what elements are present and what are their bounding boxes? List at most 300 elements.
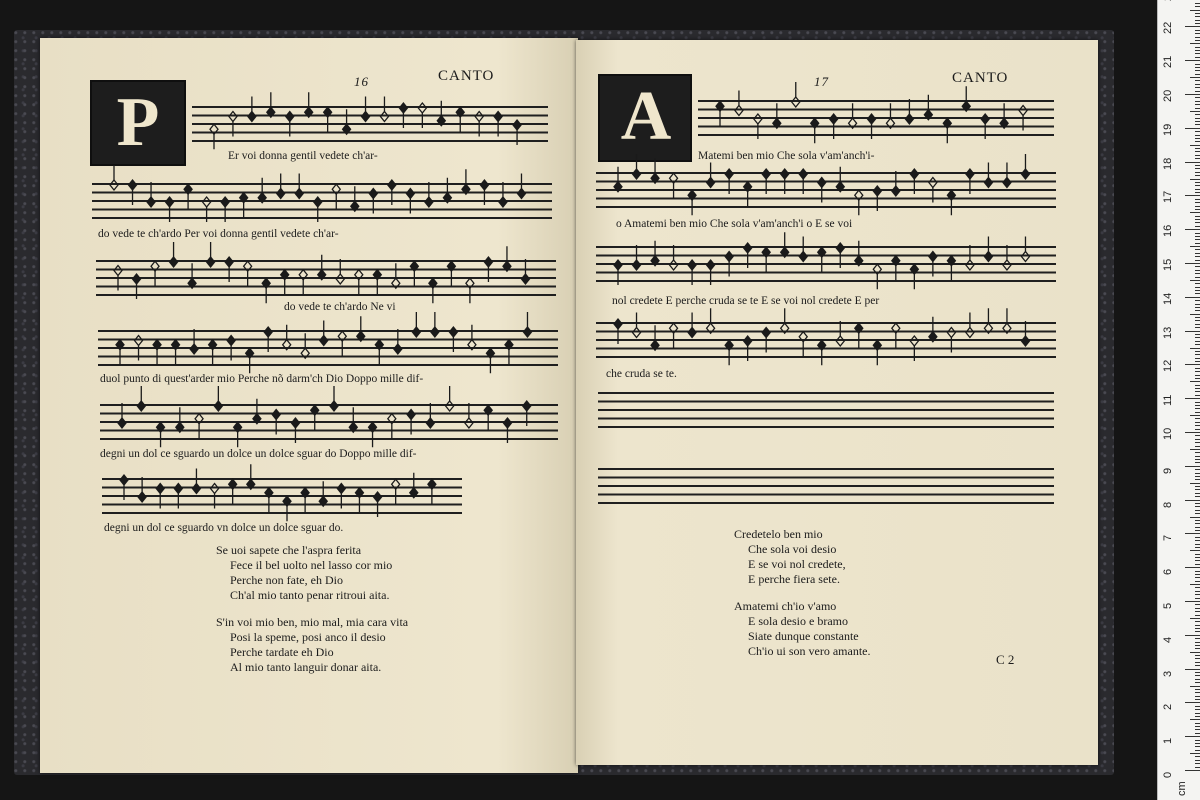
staff-notes <box>96 252 556 304</box>
ruler-minor-tick <box>1195 418 1200 419</box>
ruler-minor-tick <box>1195 442 1200 443</box>
ruler-number: 16 <box>1162 224 1174 238</box>
note-mark <box>984 163 992 188</box>
ruler-minor-tick <box>1195 733 1200 734</box>
note-mark <box>799 169 807 194</box>
ruler-minor-tick <box>1190 348 1200 349</box>
left-lyric-5: degni un dol ce sguardo un dolce un dolce sguar do Doppo mille dif- <box>100 448 417 460</box>
ruler-number: 7 <box>1162 535 1174 542</box>
ruler-minor-tick <box>1195 209 1200 210</box>
ruler-minor-tick <box>1195 479 1200 480</box>
ruler-minor-tick <box>1195 750 1200 751</box>
note-mark <box>265 488 273 513</box>
note-mark <box>443 178 451 203</box>
ruler-minor-tick <box>1195 351 1200 352</box>
ruler-minor-tick <box>1190 280 1200 281</box>
note-mark <box>811 118 819 143</box>
note-mark <box>394 329 402 354</box>
ruler-minor-tick <box>1190 584 1200 585</box>
ruler-minor-tick <box>1195 713 1200 714</box>
note-mark <box>836 167 844 192</box>
ruler-minor-tick <box>1195 114 1200 115</box>
note-mark <box>744 243 752 268</box>
note-mark <box>351 186 359 211</box>
note-mark <box>475 112 483 137</box>
ruler-minor-tick <box>1195 74 1200 75</box>
note-mark <box>886 103 894 128</box>
note-mark <box>910 336 918 361</box>
left-staff-4 <box>98 330 558 366</box>
ruler-minor-tick <box>1195 168 1200 169</box>
ruler-minor-tick <box>1195 368 1200 369</box>
ruler-unit: cm <box>1176 781 1188 796</box>
note-mark <box>773 103 781 128</box>
note-mark <box>1021 237 1029 262</box>
ruler-number: 17 <box>1162 191 1174 204</box>
note-mark <box>267 92 275 117</box>
ruler-number: 9 <box>1162 467 1174 474</box>
note-mark <box>207 242 215 267</box>
ruler-minor-tick <box>1195 307 1200 308</box>
ruler-minor-tick <box>1195 510 1200 511</box>
note-mark <box>229 112 237 137</box>
right-empty-staff-2 <box>598 468 1054 504</box>
note-mark <box>374 492 382 517</box>
ruler-tick <box>1185 229 1200 230</box>
ruler-minor-tick <box>1190 145 1200 146</box>
note-mark <box>324 107 332 132</box>
note-mark <box>330 386 338 411</box>
ruler-minor-tick <box>1195 456 1200 457</box>
ruler-minor-tick <box>1195 462 1200 463</box>
ruler-number: 5 <box>1162 602 1174 609</box>
ruler-minor-tick <box>1195 151 1200 152</box>
note-mark <box>318 255 326 280</box>
note-mark <box>855 241 863 266</box>
right-page <box>576 40 1098 765</box>
ruler-tick <box>1185 398 1200 399</box>
ruler-number: 10 <box>1162 427 1174 440</box>
ruler-minor-tick <box>1195 706 1200 707</box>
ruler-minor-tick <box>1195 767 1200 768</box>
note-mark <box>373 270 381 295</box>
ruler-minor-tick <box>1195 270 1200 271</box>
note-mark <box>410 261 418 286</box>
ruler-minor-tick <box>1195 266 1200 267</box>
ruler-minor-tick <box>1195 594 1200 595</box>
left-lyric-6: degni un dol ce sguardo vn dolce un dolce sguar do. <box>104 522 344 534</box>
ruler-minor-tick <box>1190 449 1200 450</box>
note-mark <box>725 252 733 277</box>
ruler-minor-tick <box>1195 459 1200 460</box>
ruler-minor-tick <box>1195 564 1200 565</box>
note-mark <box>412 312 420 337</box>
note-mark <box>147 182 155 207</box>
staff-notes <box>596 238 1056 290</box>
ruler-minor-tick <box>1195 408 1200 409</box>
note-mark <box>357 316 365 341</box>
note-mark <box>349 407 357 432</box>
ruler-minor-tick <box>1195 202 1200 203</box>
note-mark <box>118 403 126 428</box>
ruler-minor-tick <box>1195 378 1200 379</box>
note-mark <box>855 323 863 348</box>
ruler-minor-tick <box>1195 354 1200 355</box>
note-mark <box>513 120 521 145</box>
ruler-tick <box>1185 500 1200 501</box>
ruler-minor-tick <box>1195 243 1200 244</box>
note-mark <box>984 237 992 262</box>
ruler-minor-tick <box>1195 439 1200 440</box>
left-page <box>40 38 578 773</box>
note-mark <box>281 270 289 295</box>
note-mark <box>120 475 128 500</box>
note-mark <box>247 464 255 489</box>
note-mark <box>966 169 974 194</box>
ruler-number: 19 <box>1162 123 1174 136</box>
ruler-minor-tick <box>1195 206 1200 207</box>
note-mark <box>836 321 844 346</box>
note-mark <box>246 348 254 373</box>
note-mark <box>210 124 218 149</box>
note-mark <box>499 182 507 207</box>
ruler-minor-tick <box>1195 611 1200 612</box>
note-mark <box>1003 245 1011 270</box>
ruler-tick <box>1185 736 1200 737</box>
note-mark <box>1021 321 1029 346</box>
note-mark <box>929 178 937 203</box>
ruler-minor-tick <box>1195 493 1200 494</box>
ruler-minor-tick <box>1195 97 1200 98</box>
note-mark <box>234 422 242 447</box>
ruler-minor-tick <box>1195 158 1200 159</box>
note-mark <box>962 86 970 111</box>
ruler-minor-tick <box>1190 753 1200 754</box>
ruler-tick <box>1185 770 1200 771</box>
ruler-minor-tick <box>1195 527 1200 528</box>
ruler-minor-tick <box>1195 679 1200 680</box>
ruler-minor-tick <box>1195 84 1200 85</box>
ruler-minor-tick <box>1195 395 1200 396</box>
note-mark <box>947 256 955 281</box>
note-mark <box>892 323 900 348</box>
note-mark <box>392 479 400 504</box>
ruler-minor-tick <box>1195 185 1200 186</box>
note-mark <box>272 410 280 435</box>
note-mark <box>375 340 383 365</box>
ruler-minor-tick <box>1190 550 1200 551</box>
ruler-minor-tick <box>1190 483 1200 484</box>
note-mark <box>138 477 146 502</box>
note-mark <box>209 340 217 365</box>
note-mark <box>355 488 363 513</box>
note-mark <box>110 165 118 190</box>
note-mark <box>176 407 184 432</box>
left-poem-line-5: S'in voi mio ben, mio mal, mia cara vita <box>216 615 409 629</box>
note-mark <box>781 308 789 333</box>
ruler-minor-tick <box>1195 746 1200 747</box>
ruler-minor-tick <box>1195 337 1200 338</box>
note-mark <box>670 245 678 270</box>
right-staff-2 <box>596 172 1056 208</box>
note-mark <box>744 336 752 361</box>
left-lyric-1: Er voi donna gentil vedete ch'ar- <box>228 150 378 162</box>
note-mark <box>725 169 733 194</box>
note-mark <box>362 97 370 122</box>
ruler-minor-tick <box>1195 581 1200 582</box>
note-mark <box>523 401 531 426</box>
note-mark <box>892 171 900 196</box>
left-staff-3 <box>96 260 556 296</box>
left-poem <box>216 543 408 675</box>
ruler-minor-tick <box>1190 719 1200 720</box>
ruler-minor-tick <box>1195 523 1200 524</box>
ruler-minor-tick <box>1195 402 1200 403</box>
ruler-tick <box>1185 162 1200 163</box>
ruler-minor-tick <box>1195 192 1200 193</box>
ruler-minor-tick <box>1195 199 1200 200</box>
note-mark <box>494 112 502 137</box>
ruler-minor-tick <box>1195 675 1200 676</box>
ruler-minor-tick <box>1195 452 1200 453</box>
ruler-minor-tick <box>1195 70 1200 71</box>
note-mark <box>192 469 200 494</box>
ruler-minor-tick <box>1195 760 1200 761</box>
note-mark <box>873 340 881 365</box>
ruler-minor-tick <box>1195 216 1200 217</box>
note-mark <box>688 190 696 215</box>
ruler-minor-tick <box>1195 726 1200 727</box>
ruler-minor-tick <box>1195 358 1200 359</box>
note-mark <box>670 173 678 198</box>
ruler-minor-tick <box>1195 165 1200 166</box>
ruler-minor-tick <box>1195 222 1200 223</box>
note-mark <box>981 114 989 139</box>
note-mark <box>388 180 396 205</box>
note-mark <box>929 252 937 277</box>
right-lyric-1: Matemi ben mio Che sola v'am'anch'i- <box>698 150 875 162</box>
ruler-minor-tick <box>1195 469 1200 470</box>
ruler-minor-tick <box>1195 283 1200 284</box>
ruler-minor-tick <box>1195 665 1200 666</box>
note-mark <box>517 174 525 199</box>
note-mark <box>399 103 407 128</box>
decorated-initial-p: P <box>90 80 186 166</box>
ruler-minor-tick <box>1195 219 1200 220</box>
note-mark <box>449 327 457 352</box>
staff-notes <box>92 175 552 227</box>
note-mark <box>240 193 248 218</box>
ruler-number: 11 <box>1162 394 1174 407</box>
ruler-minor-tick <box>1195 429 1200 430</box>
note-mark <box>744 182 752 207</box>
note-mark <box>337 484 345 509</box>
note-mark <box>1003 308 1011 333</box>
ruler-minor-tick <box>1195 723 1200 724</box>
note-mark <box>253 399 261 424</box>
right-page-number: 17 <box>814 74 829 89</box>
ruler-minor-tick <box>1195 642 1200 643</box>
left-poem-line-8: Al mio tanto languir donar aita. <box>230 660 382 674</box>
ruler-minor-tick <box>1195 37 1200 38</box>
ruler-minor-tick <box>1195 233 1200 234</box>
ruler-minor-tick <box>1195 547 1200 548</box>
staff-notes <box>98 322 558 374</box>
ruler-minor-tick <box>1195 672 1200 673</box>
note-mark <box>480 180 488 205</box>
ruler-minor-tick <box>1195 554 1200 555</box>
ruler-tick <box>1185 60 1200 61</box>
ruler-minor-tick <box>1195 740 1200 741</box>
note-mark <box>319 481 327 506</box>
note-mark <box>633 245 641 270</box>
ruler-minor-tick <box>1195 256 1200 257</box>
ruler-minor-tick <box>1195 503 1200 504</box>
ruler-minor-tick <box>1195 662 1200 663</box>
staff-notes <box>100 396 558 448</box>
note-mark <box>521 259 529 284</box>
note-mark <box>426 403 434 428</box>
ruler-minor-tick <box>1195 30 1200 31</box>
ruler-minor-tick <box>1195 300 1200 301</box>
note-mark <box>286 112 294 137</box>
ruler-minor-tick <box>1195 540 1200 541</box>
note-mark <box>446 386 454 411</box>
note-mark <box>166 197 174 222</box>
note-mark <box>227 336 235 361</box>
ruler-minor-tick <box>1195 709 1200 710</box>
ruler-minor-tick <box>1195 391 1200 392</box>
ruler-minor-tick <box>1195 435 1200 436</box>
ruler-minor-tick <box>1190 652 1200 653</box>
ruler-minor-tick <box>1190 212 1200 213</box>
right-poem-line-6: E sola desio e bramo <box>748 614 848 628</box>
note-mark <box>707 308 715 333</box>
left-poem-line-1: Se uoi sapete che l'aspra ferita <box>216 543 362 557</box>
note-mark <box>244 261 252 286</box>
ruler-minor-tick <box>1195 473 1200 474</box>
ruler-minor-tick <box>1195 141 1200 142</box>
note-mark <box>338 331 346 356</box>
note-mark <box>1000 103 1008 128</box>
note-mark <box>670 323 678 348</box>
note-mark <box>924 95 932 120</box>
note-mark <box>407 410 415 435</box>
note-mark <box>283 325 291 350</box>
ruler-minor-tick <box>1195 310 1200 311</box>
ruler-minor-tick <box>1195 64 1200 65</box>
ruler-minor-tick <box>1195 304 1200 305</box>
note-mark <box>406 189 414 214</box>
ruler-tick <box>1185 432 1200 433</box>
note-mark <box>133 274 141 299</box>
ruler-minor-tick <box>1195 571 1200 572</box>
left-voice-label: CANTO <box>438 68 495 84</box>
right-poem-line-4: E perche fiera sete. <box>748 572 840 586</box>
note-mark <box>818 340 826 365</box>
ruler-minor-tick <box>1195 496 1200 497</box>
ruler-minor-tick <box>1190 246 1200 247</box>
ruler-minor-tick <box>1195 104 1200 105</box>
ruler-minor-tick <box>1195 87 1200 88</box>
note-mark <box>343 109 351 134</box>
ruler-minor-tick <box>1195 699 1200 700</box>
note-mark <box>262 278 270 303</box>
note-mark <box>428 479 436 504</box>
ruler-minor-tick <box>1195 405 1200 406</box>
note-mark <box>929 317 937 342</box>
note-mark <box>947 328 955 353</box>
note-mark <box>211 484 219 509</box>
ruler-minor-tick <box>1195 388 1200 389</box>
note-mark <box>277 174 285 199</box>
note-mark <box>429 278 437 303</box>
ruler-minor-tick <box>1195 692 1200 693</box>
ruler-minor-tick <box>1195 655 1200 656</box>
ruler-minor-tick <box>1195 249 1200 250</box>
ruler-minor-tick <box>1195 3 1200 4</box>
ruler-minor-tick <box>1195 20 1200 21</box>
ruler-minor-tick <box>1195 412 1200 413</box>
ruler-minor-tick <box>1195 23 1200 24</box>
note-mark <box>172 340 180 365</box>
note-mark <box>799 332 807 357</box>
ruler-minor-tick <box>1195 489 1200 490</box>
note-mark <box>137 386 145 411</box>
note-mark <box>225 257 233 282</box>
note-mark <box>966 313 974 338</box>
ruler-minor-tick <box>1195 324 1200 325</box>
note-mark <box>762 169 770 194</box>
right-staff-1 <box>698 100 1054 136</box>
note-mark <box>380 97 388 122</box>
right-poem-line-7: Siate dunque constante <box>748 629 859 643</box>
note-mark <box>301 488 309 513</box>
note-mark <box>503 246 511 271</box>
note-mark <box>754 114 762 139</box>
ruler-minor-tick <box>1195 320 1200 321</box>
note-mark <box>505 340 513 365</box>
note-mark <box>1019 106 1027 131</box>
note-mark <box>725 340 733 365</box>
ruler-minor-tick <box>1195 537 1200 538</box>
note-mark <box>614 167 622 192</box>
right-poem-line-8: Ch'io ui son vero amante. <box>748 644 871 658</box>
note-mark <box>484 405 492 430</box>
ruler-minor-tick <box>1195 587 1200 588</box>
ruler-minor-tick <box>1195 175 1200 176</box>
ruler-minor-tick <box>1195 361 1200 362</box>
ruler-minor-tick <box>1195 67 1200 68</box>
staff-notes <box>698 92 1054 144</box>
staff-notes <box>192 98 548 150</box>
note-mark <box>314 197 322 222</box>
note-mark <box>1003 163 1011 188</box>
ruler-minor-tick <box>1190 686 1200 687</box>
note-mark <box>355 270 363 295</box>
ruler-minor-tick <box>1195 33 1200 34</box>
ruler-minor-tick <box>1195 50 1200 51</box>
ruler-minor-tick <box>1195 108 1200 109</box>
note-mark <box>830 114 838 139</box>
note-mark <box>910 169 918 194</box>
note-mark <box>633 313 641 338</box>
right-voice-label: CANTO <box>952 70 1009 86</box>
ruler-minor-tick <box>1195 422 1200 423</box>
ruler-tick <box>1185 128 1200 129</box>
note-mark <box>114 266 122 291</box>
ruler-minor-tick <box>1195 631 1200 632</box>
